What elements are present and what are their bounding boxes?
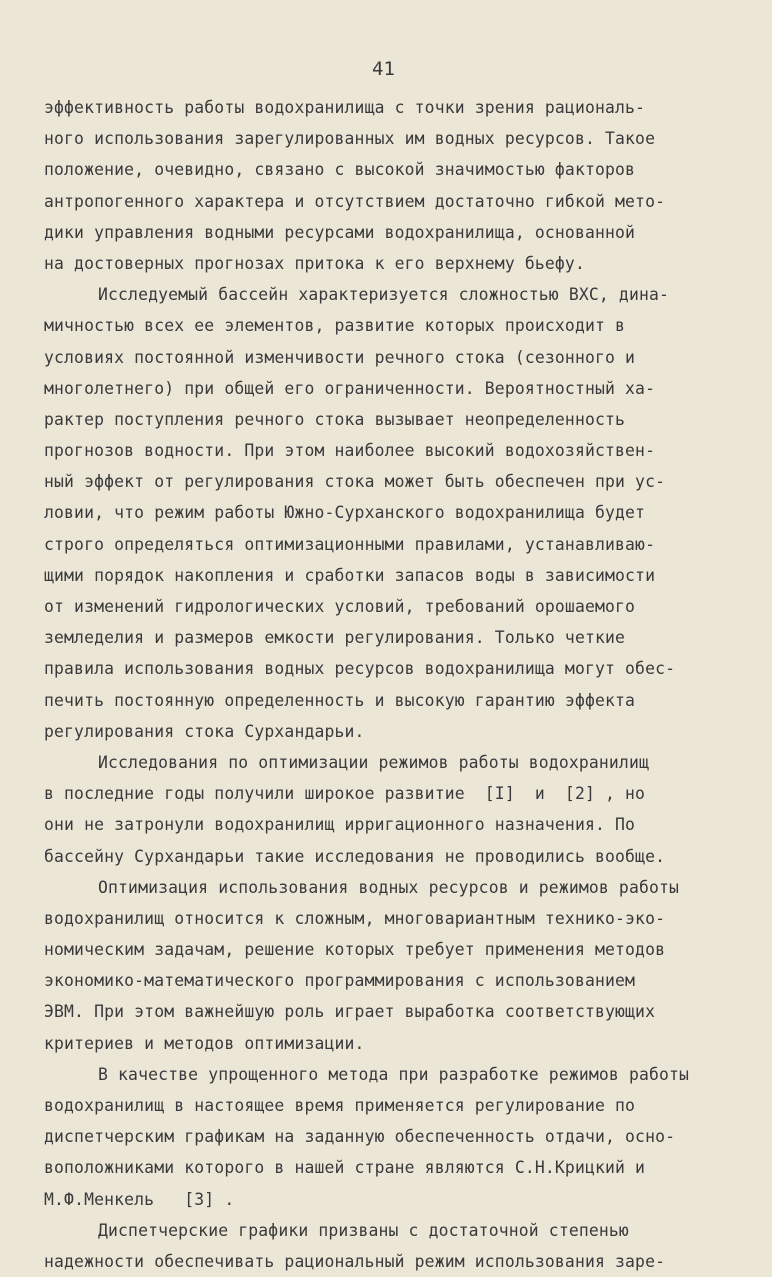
text-line: бассейну Сурхандарьи такие исследования не проводились вообще. (44, 846, 666, 866)
text-line: прогнозов водности. При этом наиболее высокий водохозяйствен- (44, 441, 656, 461)
text-line: мичностью всех ее элементов, развитие которых происходит в (44, 316, 626, 336)
text-line: они не затронули водохранилищ ирригационного назначения. По (44, 815, 636, 835)
text-line: М.Ф.Менкель [3] . (44, 1189, 235, 1209)
text-line: печить постоянную определенность и высокую гарантию эффекта (44, 690, 636, 710)
text-line: ного использования зарегулированных им водных ресурсов. Такое (44, 129, 656, 149)
text-line: регулирования стока Сурхандарьи. (44, 721, 365, 741)
text-line: воположниками которого в нашей стране являются С.Н.Крицкий и (44, 1158, 646, 1178)
text-line: ЭВМ. При этом важнейшую роль играет выработка соответствующих (44, 1002, 656, 1022)
text-line: земледелия и размеров емкости регулирования. Только четкие (44, 628, 626, 648)
text-line: ловии, что режим работы Южно-Сурханского водохранилища будет (44, 503, 646, 523)
paragraph-first-line: Исследования по оптимизации режимов работы водохранилищ (98, 752, 649, 772)
text-line: строго определяться оптимизационными правилами, устанавливаю- (44, 534, 656, 554)
text-line: надежности обеспечивать рациональный режим использования заре- (44, 1251, 666, 1271)
text-line: условиях постоянной изменчивости речного стока (сезонного и (44, 347, 636, 367)
page-number: 41 (372, 58, 395, 80)
text-line: на достоверных прогнозах притока к его верхнему бьефу. (44, 253, 585, 273)
text-line: рактер поступления речного стока вызывает неопределенность (44, 409, 626, 429)
text-line: щими порядок накопления и сработки запасов воды в зависимости (44, 565, 656, 585)
text-line: ный эффект от регулирования стока может быть обеспечен при ус- (44, 472, 666, 492)
text-line: многолетнего) при общей его ограниченности. Вероятностный ха- (44, 378, 656, 398)
text-line: номическим задачам, решение которых требует применения методов (44, 940, 666, 960)
paragraph-first-line: В качестве упрощенного метода при разработке режимов работы (98, 1064, 690, 1084)
text-line: критериев и методов оптимизации. (44, 1033, 365, 1053)
text-line: от изменений гидрологических условий, требований орошаемого (44, 597, 636, 616)
text-line: дики управления водными ресурсами водохранилища, основанной (44, 222, 636, 242)
text-line: эффективность работы водохранилища с точки зрения рациональ- (44, 98, 646, 117)
paragraph-first-line: Исследуемый бассейн характеризуется сложностью ВХС, дина- (98, 285, 670, 305)
paragraph-first-line: Диспетчерские графики призваны с достаточной степенью (98, 1220, 629, 1240)
text-line: положение, очевидно, связано с высокой значимостью факторов (44, 160, 636, 180)
text-line: диспетчерским графикам на заданную обеспеченность отдачи, осно- (44, 1127, 676, 1147)
text-line: антропогенного характера и отсутствием достаточно гибкой мето- (44, 191, 666, 211)
text-line: водохранилищ относится к сложным, многовариантным технико-эко- (44, 908, 666, 928)
text-line: в последние годы получили широкое развитие [I] и [2] , но (44, 784, 646, 804)
paragraph-first-line: Оптимизация использования водных ресурсов и режимов работы (98, 877, 680, 897)
text-line: правила использования водных ресурсов водохранилища могут обес- (44, 659, 676, 679)
text-line: водохранилищ в настоящее время применяется регулирование по (44, 1096, 636, 1115)
body-text (44, 92, 744, 1277)
text-line: экономико-математического программирования с использованием (44, 971, 636, 991)
